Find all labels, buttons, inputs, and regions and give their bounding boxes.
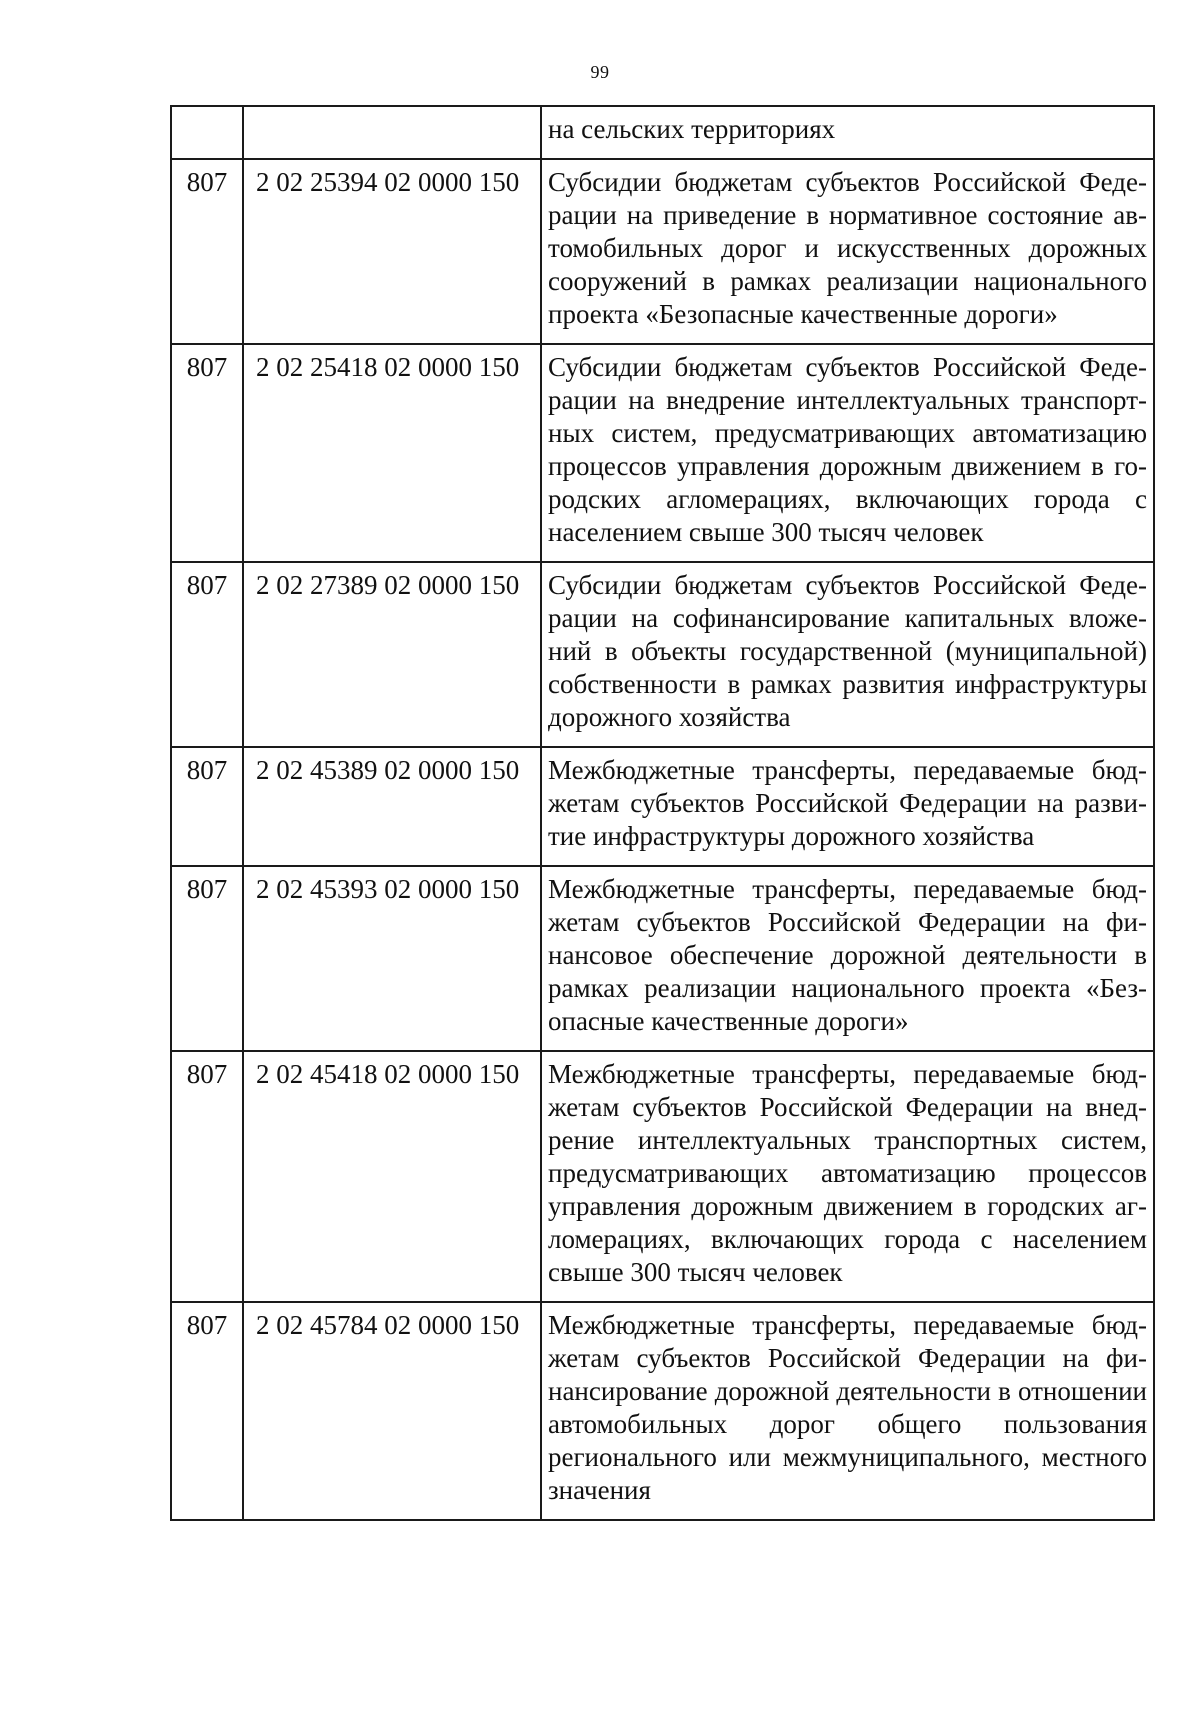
admin-code-cell: 807: [171, 562, 243, 747]
budget-code-cell: 2 02 45389 02 0000 150: [243, 747, 541, 866]
page-number: 99: [590, 62, 610, 82]
budget-code-cell: 2 02 45393 02 0000 150: [243, 866, 541, 1051]
table-row-continuation: [171, 106, 1154, 159]
description-cell: Межбюджетные трансферты, передаваемые бюджетам субъектов Российской Федерации на внедрение интеллектуальных транспортных систем, предусматривающих автоматизацию процессов управления дорожным движением в городских агломерациях, включающих города с населением свыше 300 тысяч человек: [541, 1051, 1154, 1302]
budget-code-cell: 2 02 25418 02 0000 150: [243, 344, 541, 562]
description-cell: Субсидии бюджетам субъектов Российской Федерации на приведение в нормативное состояние автомобильных дорог и искусственных дорожных сооружений в рамках реализации национального проекта «Безопасные качественные дороги»: [541, 159, 1154, 344]
description-cell: Межбюджетные трансферты, передаваемые бюджетам субъектов Российской Федерации на финансирование дорожной деятельности в отношении автомобильных дорог общего пользования регионального или межмуниципального, местного значения: [541, 1302, 1154, 1520]
admin-code-cell: 807: [171, 159, 243, 344]
description-cell: Межбюджетные трансферты, передаваемые бюджетам субъектов Российской Федерации на развитие инфраструктуры дорожного хозяйства: [541, 747, 1154, 866]
table-row: [171, 1302, 1154, 1520]
budget-code-cell: 2 02 25394 02 0000 150: [243, 159, 541, 344]
table-row: [171, 866, 1154, 1051]
admin-code-cell: 807: [171, 344, 243, 562]
admin-code-cell: 807: [171, 747, 243, 866]
description-cell: Субсидии бюджетам субъектов Российской Федерации на внедрение интеллектуальных транспортных систем, предусматривающих автоматизацию процессов управления дорожным движением в городских агломерациях, включающих города с населением свыше 300 тысяч человек: [541, 344, 1154, 562]
budget-code-cell: 2 02 45784 02 0000 150: [243, 1302, 541, 1520]
admin-code-cell: 807: [171, 1051, 243, 1302]
table-row: [171, 747, 1154, 866]
table-row: [171, 344, 1154, 562]
table-row: [171, 1051, 1154, 1302]
budget-code-cell: 2 02 45418 02 0000 150: [243, 1051, 541, 1302]
description-cell: Межбюджетные трансферты, передаваемые бюджетам субъектов Российской Федерации на финансовое обеспечение дорожной деятельности в рамках реализации национального проекта «Безопасные качественные дороги»: [541, 866, 1154, 1051]
description-cell: Субсидии бюджетам субъектов Российской Федерации на софинансирование капитальных вложений в объекты государственной (муниципальной) собственности в рамках развития инфраструктуры дорожного хозяйства: [541, 562, 1154, 747]
budget-code-cell: [243, 106, 541, 159]
admin-code-cell: 807: [171, 1302, 243, 1520]
budget-classification-table: [170, 105, 1155, 1521]
table-row: [171, 159, 1154, 344]
admin-code-cell: [171, 106, 243, 159]
budget-code-cell: 2 02 27389 02 0000 150: [243, 562, 541, 747]
table-row: [171, 562, 1154, 747]
admin-code-cell: 807: [171, 866, 243, 1051]
description-cell: на сельских территориях: [541, 106, 1154, 159]
